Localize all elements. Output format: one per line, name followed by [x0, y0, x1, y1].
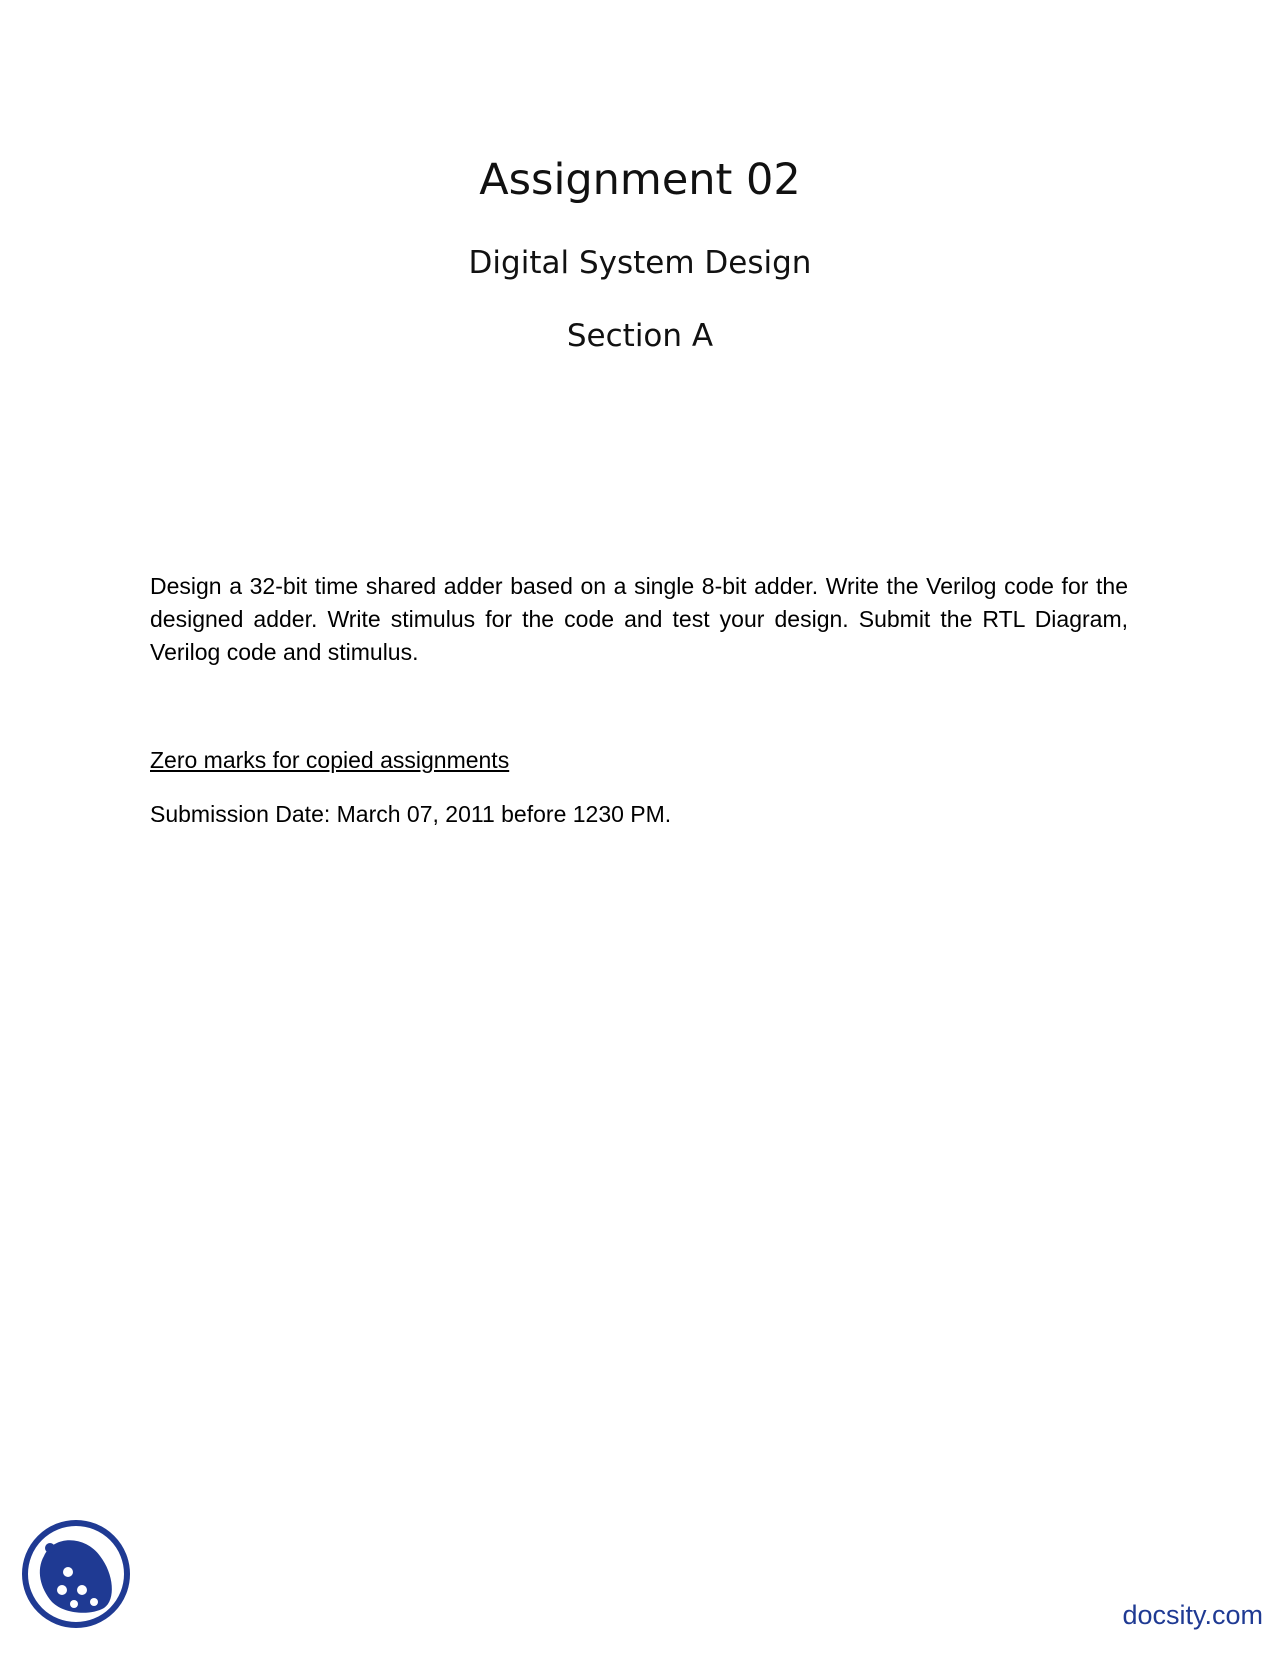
copy-warning: Zero marks for copied assignments [150, 747, 510, 773]
task-description: Design a 32-bit time shared adder based on a single 8-bit adder. Write the Verilog code for the designed adder. Write stimulus for the code and test your design. Submit the RTL Diagram, Verilog code and stimulus. [150, 573, 1128, 665]
docsity-logo-icon [20, 1518, 132, 1630]
docsity-brand-link[interactable]: docsity.com [1122, 1600, 1263, 1630]
page-title: Assignment 02 [479, 155, 801, 205]
submission-date: Submission Date: March 07, 2011 before 1230 PM. [150, 801, 672, 827]
section-label: Section A [566, 318, 714, 354]
course-title: Digital System Design [468, 245, 812, 281]
